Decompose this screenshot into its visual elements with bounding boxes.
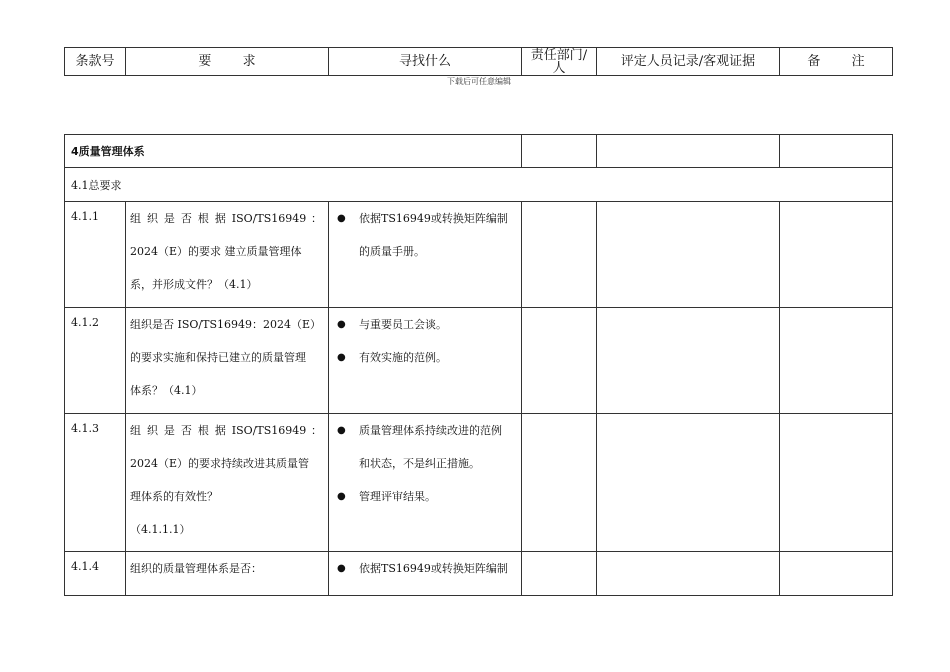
clause-number: 4.1.4 [65,552,126,596]
table-row [65,414,893,552]
table-row [65,552,893,596]
lookfor-cell [329,202,522,308]
table-row [65,202,893,308]
cell-responsible[interactable] [522,202,597,308]
cell-remark[interactable] [780,552,893,596]
header-record: 评定人员记录/客观证据 [597,48,780,76]
requirement-line: 组 织 是 否 根 据 ISO/TS16949 ： [130,212,322,225]
header-remark [780,48,896,76]
cell-responsible[interactable] [522,414,597,552]
requirement-line: 2024（E）的要求持续改进其质量管 [130,457,310,470]
header-table [64,47,896,76]
requirement-line: 体系？（4.1） [130,384,203,397]
subsection-title: 4.1总要求 [65,168,893,202]
requirement-line: 2024（E）的要求 建立质量管理体 [130,245,302,258]
requirement-cell [126,414,329,552]
lookfor-item-cont: 和状态，不是纠正措施。 [359,457,480,470]
lookfor-item: ● 质量管理体系持续改进的范例 [337,414,517,447]
lookfor-item-cont: 的质量手册。 [359,245,425,258]
requirement-line: 组 织 是 否 根 据 ISO/TS16949 ： [130,424,322,437]
cell-responsible[interactable] [522,552,597,596]
clause-number: 4.1.1 [65,202,126,308]
lookfor-cell [329,552,522,596]
requirement-line: 的要求实施和保持已建立的质量管理 [130,351,306,364]
lookfor-item: ● 依据TS16949或转换矩阵编制 [337,552,517,585]
clause-number: 4.1.2 [65,308,126,414]
clause-number: 4.1.3 [65,414,126,552]
cell-record[interactable] [597,414,780,552]
requirement-cell [126,308,329,414]
header-responsible-line1: 责任部门/ [530,47,588,63]
subsection-row [65,168,893,202]
header-responsible-line2: 人 [552,60,566,76]
header-lookfor: 寻找什么 [329,48,522,76]
header-clause: 条款号 [65,48,126,76]
cell-remark[interactable] [780,202,893,308]
audit-table [64,134,893,596]
header-row [65,48,893,76]
cell-responsible [522,135,597,168]
lookfor-item: ● 管理评审结果。 [337,480,517,513]
header-requirement [126,48,329,76]
header-responsible [522,48,597,76]
lookfor-cell [329,308,522,414]
lookfor-item: ● 依据TS16949或转换矩阵编制 [337,202,517,235]
lookfor-item: ● 与重要员工会谈。 [337,308,517,341]
section-title: 4质量管理体系 [65,135,522,168]
lookfor-cell [329,414,522,552]
cell-remark[interactable] [780,308,893,414]
cell-record[interactable] [597,552,780,596]
header-remark-label: 备注 [807,54,896,69]
section-row [65,135,893,168]
cell-remark [780,135,893,168]
cell-record [597,135,780,168]
requirement-line: 组织的质量管理体系是否： [130,562,262,575]
table-row [65,308,893,414]
watermark-text: 下载后可任意编辑 [447,77,511,86]
cell-record[interactable] [597,308,780,414]
cell-remark[interactable] [780,414,893,552]
requirement-cell [126,202,329,308]
requirement-line: 理体系的有效性？ [130,490,218,503]
requirement-line: 组织是否 ISO/TS16949：2024（E） [130,318,321,331]
requirement-line: 系，并形成文件？（4.1） [130,278,258,291]
requirement-line: （4.1.1.1） [130,523,191,536]
lookfor-item: ● 有效实施的范例。 [337,341,517,374]
cell-responsible[interactable] [522,308,597,414]
header-requirement-label: 要求 [198,54,287,69]
requirement-cell [126,552,329,596]
cell-record[interactable] [597,202,780,308]
